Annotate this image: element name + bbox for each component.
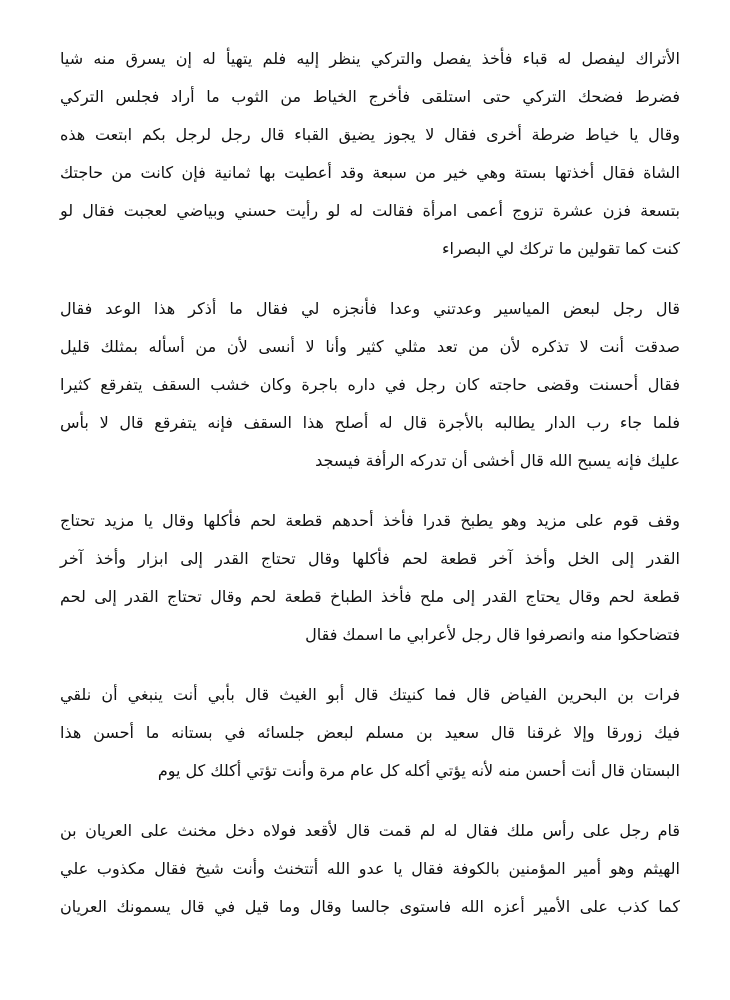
- text-line: عليك فإنه يسبح الله قال أخشى أن تدركه الرأفة فيسجد: [315, 451, 680, 470]
- paragraph-5: [60, 812, 680, 926]
- paragraph-2: [60, 290, 680, 480]
- text-line: فلما جاء رب الدار يطالبه بالأجرة قال له أصلح هذا السقف فإنه يتفرقع قال لا بأس: [60, 413, 680, 432]
- text-line: وقال يا خياط ضرطة أخرى فقال لا يجوز يضيق القباء قال رجل لرجل بكم ابتعت هذه: [60, 125, 680, 144]
- text-line: قام رجل على رأس ملك فقال له لم قمت قال لأقعد فولاه دخل مخنث على العريان بن: [60, 821, 680, 840]
- paragraph-3: [60, 502, 680, 654]
- text-line: الأتراك ليفصل له قباء فأخذ يفصل والتركي ينظر إليه فلم يتهيأ له إن يسرق منه شيا: [60, 49, 680, 68]
- text-line: الشاة فقال أخذتها بستة وهي خير من سبعة وقد أعطيت بها ثمانية فإن كانت من حاجتك: [60, 163, 680, 182]
- text-line: فضرط فضحك التركي حتى استلقى فأخرج الخياط من الثوب ما أراد فجلس التركي: [60, 87, 680, 106]
- text-line: فيك زورقا وإلا غرقنا قال سعيد بن مسلم لبعض جلسائه في بستانه ما أحسن هذا: [60, 723, 680, 742]
- text-line: فتضاحكوا منه وانصرفوا قال رجل لأعرابي ما اسمك فقال: [305, 625, 680, 644]
- text-line: قال رجل لبعض المياسير وعدتني وعدا فأنجزه لي فقال ما أذكر هذا الوعد فقال: [60, 299, 680, 318]
- text-line: البستان قال أنت أحسن منه لأنه يؤتي أكله كل عام مرة وأنت تؤتي أكلك كل يوم: [157, 761, 680, 780]
- text-line: وقف قوم على مزيد وهو يطبخ قدرا فأخذ أحدهم قطعة لحم فأكلها وقال يا مزيد تحتاج: [60, 511, 680, 530]
- text-line: كما كذب على الأمير أعزه الله فاستوى جالسا وقال وما قيل في قال يسمونك العريان: [60, 897, 680, 916]
- text-line: قطعة لحم وقال يحتاج القدر إلى ملح فأخذ الطباخ قطعة لحم وقال تحتاج القدر إلى لحم: [60, 587, 680, 606]
- document-page: [60, 40, 680, 948]
- text-line: القدر إلى الخل وأخذ آخر قطعة لحم فأكلها وقال تحتاج القدر إلى ابزار وأخذ آخر: [60, 549, 680, 568]
- paragraph-4: [60, 676, 680, 790]
- paragraph-1: [60, 40, 680, 268]
- text-line: فقال أحسنت وقضى حاجته كان رجل في داره باجرة وكان خشب السقف يتفرقع كثيرا: [60, 375, 680, 394]
- text-line: كنت كما تقولين ما تركك لي البصراء: [442, 239, 680, 258]
- text-line: فرات بن البحرين الفياض قال فما كنيتك قال أبو الغيث قال بأبي أنت ينبغي أن نلقي: [60, 685, 680, 704]
- text-line: صدقت أنت لا تذكره لأن من تعد مثلي كثير وأنا لا أنسى لأن من أسأله بمثلك قليل: [60, 337, 680, 356]
- text-line: بتسعة فزن عشرة تزوج أعمى امرأة فقالت له لو رأيت حسني وبياضي لعجبت فقال لو: [60, 201, 680, 220]
- text-line: الهيثم وهو أمير المؤمنين بالكوفة فقال يا عدو الله أتتخنث وأنت شيخ فقال مكذوب علي: [60, 859, 680, 878]
